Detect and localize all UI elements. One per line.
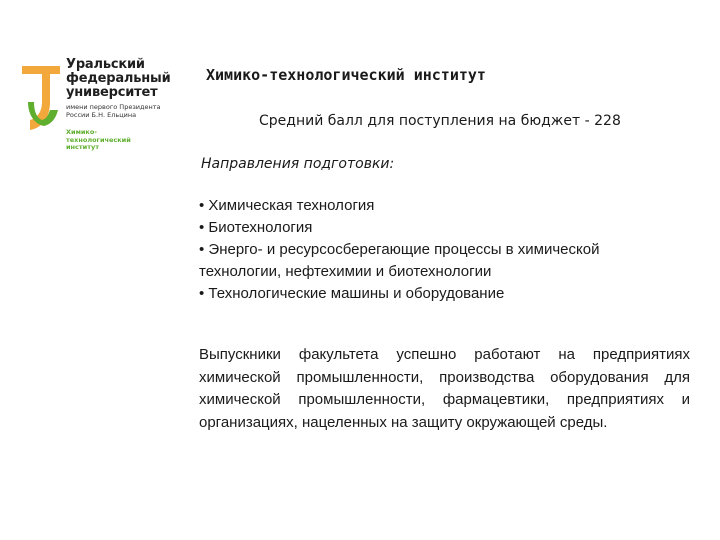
university-subtitle-line: имени первого Президента xyxy=(66,103,161,111)
university-subtitle-line: России Б.Н. Ельцина xyxy=(66,111,137,119)
directions-heading: Направления подготовки: xyxy=(201,156,395,172)
university-name-line: университет xyxy=(66,85,158,100)
university-name-line: федеральный xyxy=(66,71,171,86)
admission-score: Средний балл для поступления на бюджет - 228 xyxy=(259,113,621,129)
direction-item: • Биотехнология xyxy=(199,219,313,236)
university-name-line: Уральский xyxy=(66,57,145,72)
direction-item: • Технологические машины и оборудование xyxy=(199,285,505,302)
university-logo xyxy=(20,58,190,168)
institute-name-line: Химико- xyxy=(66,128,98,136)
page-title: Химико-технологический институт xyxy=(206,66,486,84)
direction-item: • Химическая технология xyxy=(199,197,375,214)
directions-list xyxy=(199,195,679,305)
university-subtitle xyxy=(66,103,190,119)
direction-item: • Энерго- и ресурсосберегающие процессы в химической технологии, нефтехимии и биотехнологии xyxy=(199,241,600,280)
institute-name-logo xyxy=(66,129,190,152)
graduates-paragraph: Выпускники факультета успешно работают на предприятиях химической промышленности, производства оборудования для химической промышленности, фармацевтики, предприятиях и организациях, нацеленных на защиту окружающей среды. xyxy=(199,346,690,431)
urfu-logo-mark-icon xyxy=(20,62,62,134)
university-name xyxy=(66,58,190,100)
institute-name-line: институт xyxy=(66,143,99,151)
institute-name-line: технологический xyxy=(66,135,131,144)
